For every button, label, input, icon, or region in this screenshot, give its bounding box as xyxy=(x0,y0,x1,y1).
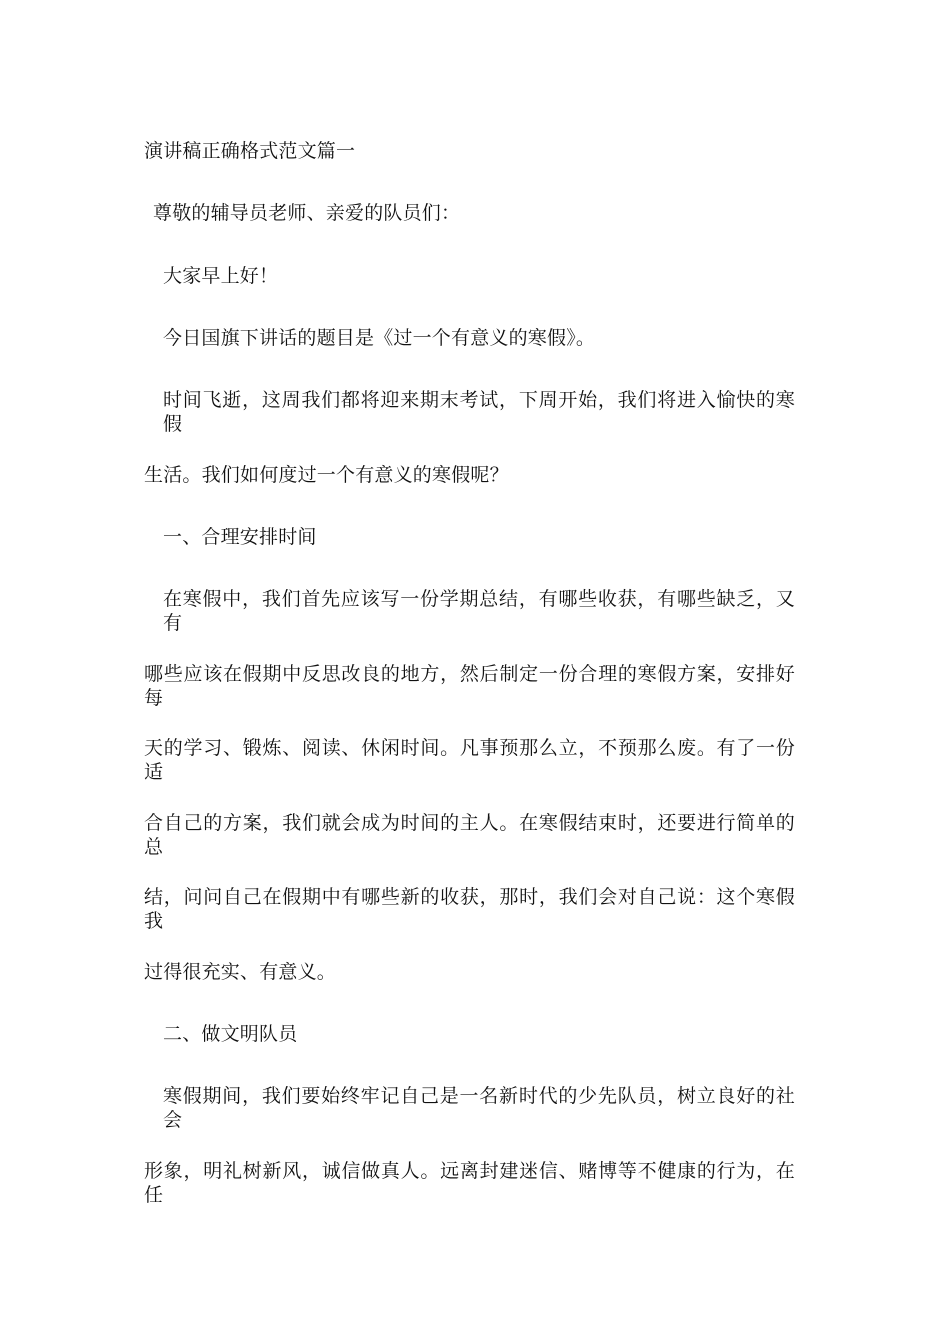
paragraph-line: 合自己的方案，我们就会成为时间的主人。在寒假结束时，还要进行简单的总 xyxy=(144,812,795,858)
paragraph-line: 过得很充实、有意义。 xyxy=(144,961,337,983)
document-title: 演讲稿正确格式范文篇一 xyxy=(144,140,356,162)
paragraph-line: 寒假期间，我们要始终牢记自己是一名新时代的少先队员，树立良好的社会 xyxy=(163,1085,795,1131)
paragraph-line: 结，问问自己在假期中有哪些新的收获，那时，我们会对自己说：这个寒假我 xyxy=(144,886,795,932)
paragraph-line: 天的学习、锻炼、阅读、休闲时间。凡事预那么立，不预那么废。有了一份适 xyxy=(144,737,795,783)
topic-line: 今日国旗下讲话的题目是《过一个有意义的寒假》。 xyxy=(163,327,596,349)
section-heading-1: 一、合理安排时间 xyxy=(163,526,317,548)
greeting: 大家早上好！ xyxy=(163,265,279,287)
paragraph-line: 哪些应该在假期中反思改良的地方，然后制定一份合理的寒假方案，安排好每 xyxy=(144,663,795,709)
paragraph-line: 在寒假中，我们首先应该写一份学期总结，有哪些收获，有哪些缺乏，又有 xyxy=(163,588,795,634)
section-heading-2: 二、做文明队员 xyxy=(163,1023,298,1045)
paragraph-line: 时间飞逝，这周我们都将迎来期末考试，下周开始，我们将进入愉快的寒假 xyxy=(163,389,795,435)
paragraph-line: 形象，明礼树新风，诚信做真人。远离封建迷信、赌博等不健康的行为，在任 xyxy=(144,1160,795,1206)
salutation: 尊敬的辅导员老师、亲爱的队员们： xyxy=(153,202,461,224)
paragraph-line: 生活。我们如何度过一个有意义的寒假呢？ xyxy=(144,464,509,486)
